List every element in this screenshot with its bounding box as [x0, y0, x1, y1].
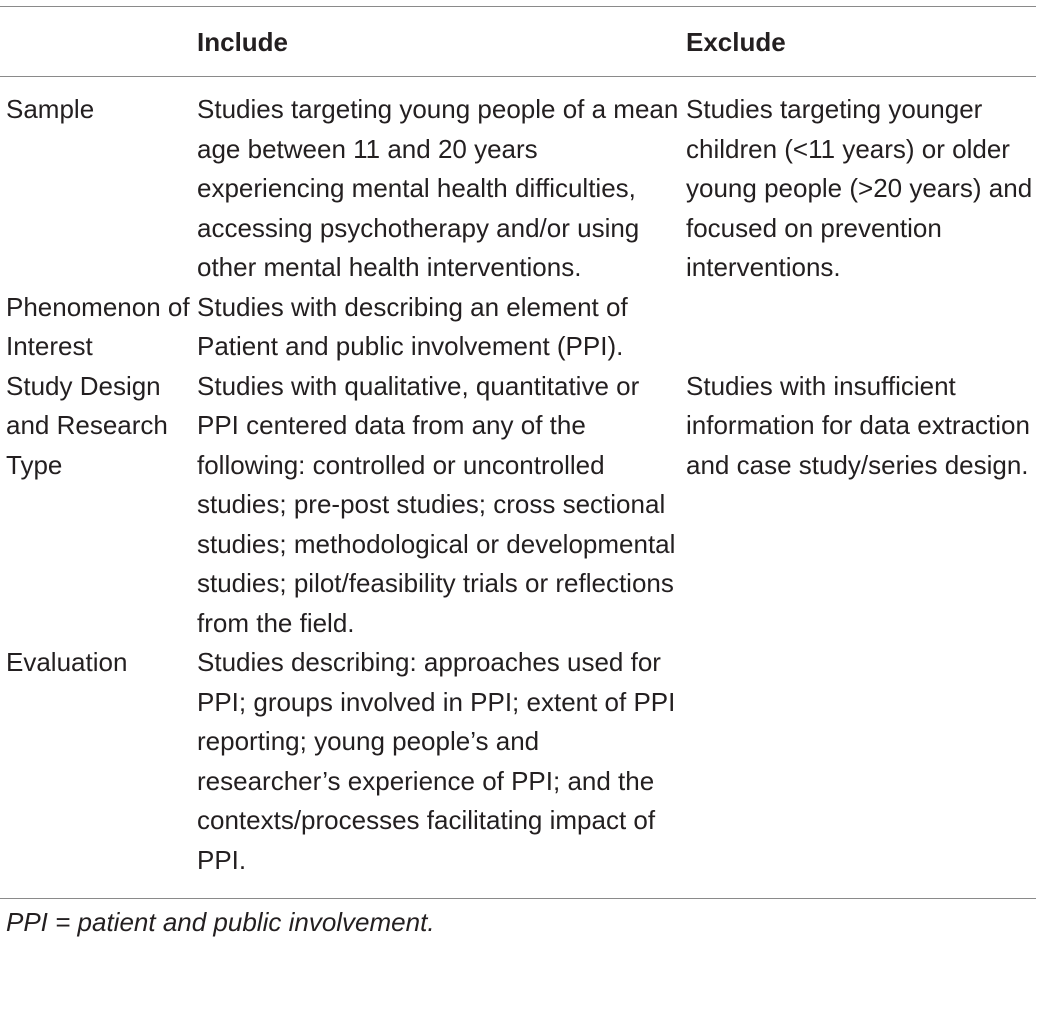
table-header: [0, 7, 1036, 77]
header-include: Include: [197, 26, 289, 57]
criteria-table-container: [0, 6, 1036, 938]
exclude-cell: Studies with insufficient information for data extraction and case study/series design.: [686, 370, 1030, 480]
table-row: [0, 643, 1036, 899]
table-body: [0, 77, 1036, 899]
row-label: Study Design and Research Type: [6, 370, 168, 480]
include-cell: Studies describing: approaches used for PPI; groups involved in PPI; extent of PPI reporting; young people’s and researcher’s experience of PPI; and the contexts/processes facilitating impact of PPI.: [197, 647, 676, 875]
header-exclude: Exclude: [686, 26, 786, 57]
header-row: [0, 7, 1036, 77]
include-cell: Studies with describing an element of Patient and public involvement (PPI).: [197, 291, 628, 361]
row-label: Evaluation: [6, 647, 128, 677]
table-row: [0, 77, 1036, 288]
table-row: [0, 367, 1036, 644]
exclude-cell: [680, 643, 1036, 899]
exclude-cell: [680, 288, 1036, 367]
include-cell: Studies with qualitative, quantitative or PPI centered data from any of the following: controlled or uncontrolled studies; pre-post studies; cross sectional studies; methodological or developmental studies; pilot/feasibility trials or reflections from the field.: [197, 370, 676, 638]
include-cell: Studies targeting young people of a mean age between 11 and 20 years experiencing mental health difficulties, accessing psychotherapy and/or using other mental health interventions.: [197, 94, 679, 282]
exclude-cell: Studies targeting younger children (<11 years) or older young people (>20 years) and focused on prevention interventions.: [686, 94, 1033, 282]
header-criterion: [0, 7, 191, 77]
table-footnote: PPI = patient and public involvement.: [6, 907, 435, 937]
row-label: Sample: [6, 94, 95, 124]
inclusion-exclusion-table: [0, 6, 1036, 899]
row-label: Phenomenon of Interest: [6, 291, 190, 361]
table-row: [0, 288, 1036, 367]
